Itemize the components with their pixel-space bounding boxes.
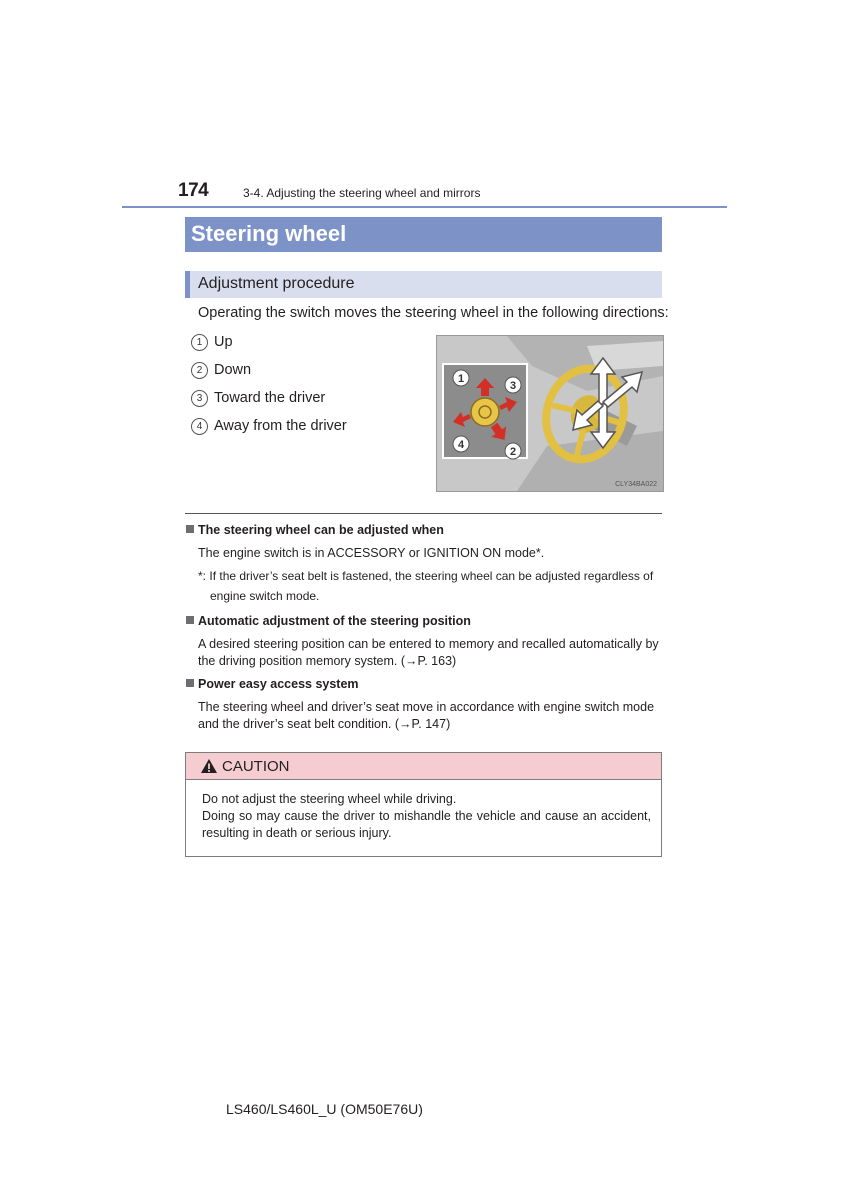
steering-adjustment-illustration [436,335,664,492]
caution-box [185,752,662,857]
steering-illustration-svg [437,336,663,491]
caution-body [186,780,661,842]
caution-line-2: Doing so may cause the driver to mishandle the vehicle and cause an accident, resulting in death or serious injury. [202,809,651,840]
square-bullet-icon [186,679,194,687]
note-heading-adjustable-when: The steering wheel can be adjusted when [186,523,444,537]
figure-code: CLY34BA022 [615,481,657,488]
note-text-power-easy-access: The steering wheel and driver’s seat move in accordance with engine switch mode and the driver’s seat belt condition. (→P. 147) [198,700,655,731]
step-label: Toward the driver [214,390,326,406]
callout-4: 4 [457,439,465,451]
footer-model: LS460/LS460L_U (OM50E76U) [226,1101,423,1117]
step-label: Up [214,334,233,350]
callout-3: 3 [509,380,517,392]
step-down [191,360,251,380]
step-away-from-driver [191,416,347,436]
note-heading-automatic-adjustment: Automatic adjustment of the steering position [186,614,471,628]
caution-label: CAUTION [222,758,290,775]
intro-text: Operating the switch moves the steering wheel in the following directions: [198,305,669,321]
square-bullet-icon [186,616,194,624]
page-title: Steering wheel [185,217,662,252]
switch-inset [443,364,527,459]
caution-line-1: Do not adjust the steering wheel while driving. [202,792,457,806]
step-toward-driver [191,388,325,408]
footnote-continued: engine switch mode. [210,589,320,603]
step-number-4: 4 [191,418,208,435]
step-label: Away from the driver [214,418,347,434]
step-number-3: 3 [191,390,208,407]
square-bullet-icon [186,525,194,533]
header-rule [122,206,727,208]
section-title: 3-4. Adjusting the steering wheel and mirrors [243,186,481,200]
switch-knob-icon [471,398,499,426]
caution-header [186,753,661,780]
callout-1: 1 [457,373,465,385]
section-divider [185,513,662,514]
footnote-text: If the driver’s seat belt is fastened, the steering wheel can be adjusted regardless of [209,569,654,583]
footnote-mark: *: [198,569,207,583]
step-number-1: 1 [191,334,208,351]
note-text-automatic-adjustment: A desired steering position can be entered to memory and recalled automatically by the driving position memory system. (→P. 163) [198,637,659,668]
step-number-2: 2 [191,362,208,379]
footnote [198,566,660,586]
step-label: Down [214,362,252,378]
callout-2: 2 [509,446,517,458]
note-text-adjustable-when: The engine switch is in ACCESSORY or IGNITION ON mode*. [198,546,545,560]
step-up [191,332,233,352]
subheading: Adjustment procedure [185,271,662,298]
page-number: 174 [178,180,209,201]
warning-triangle-icon [200,758,218,774]
note-heading-power-easy-access: Power easy access system [186,677,359,691]
